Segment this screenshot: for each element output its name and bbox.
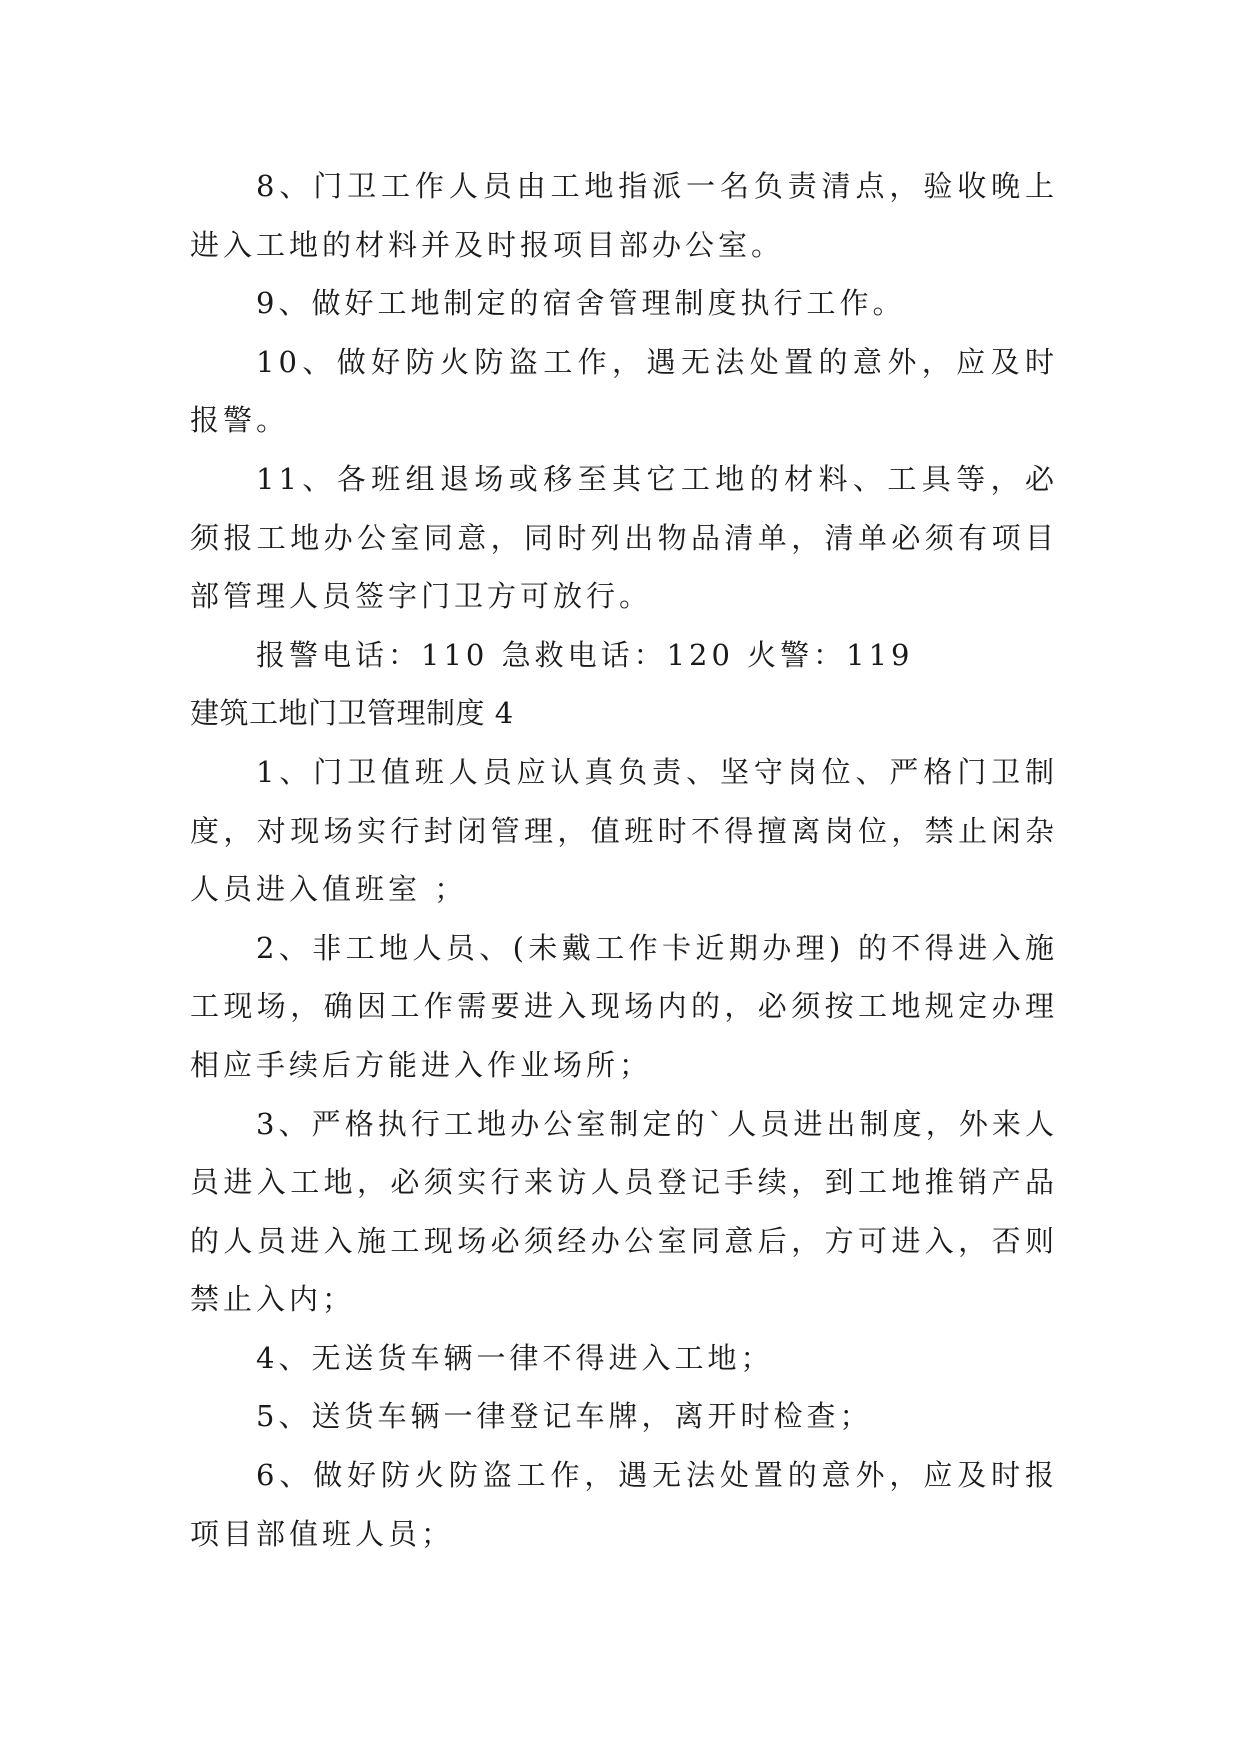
document-page xyxy=(190,157,1058,1563)
paragraph-item-11: 11、各班组退场或移至其它工地的材料、工具等，必须报工地办公室同意，同时列出物品清单，清单必须有项目部管理人员签字门卫方可放行。 xyxy=(190,461,1058,614)
section-title: 建筑工地门卫管理制度 4 xyxy=(190,696,514,731)
paragraph-item-8: 8、门卫工作人员由工地指派一名负责清点，验收晚上进入工地的材料并及时报项目部办公室。 xyxy=(190,169,1058,262)
rule-item-3: 3、严格执行工地办公室制定的`人员进出制度，外来人员进入工地，必须实行来访人员登记手续，到工地推销产品的人员进入施工现场必须经办公室同意后，方可进入，否则禁止入内； xyxy=(190,1106,1058,1317)
rule-item-4: 4、无送货车辆一律不得进入工地； xyxy=(256,1340,774,1375)
rule-item-2: 2、非工地人员、(未戴工作卡近期办理) 的不得进入施工现场，确因工作需要进入现场内的，必须按工地规定办理相应手续后方能进入作业场所； xyxy=(190,930,1058,1082)
paragraph-item-10: 10、做好防火防盗工作，遇无法处置的意外，应及时报警。 xyxy=(190,344,1058,438)
emergency-phone-numbers: 报警电话：110 急救电话：120 火警：119 xyxy=(256,637,914,672)
paragraph-item-9: 9、做好工地制定的宿舍管理制度执行工作。 xyxy=(256,286,906,321)
rule-item-5: 5、送货车辆一律登记车牌，离开时检查； xyxy=(256,1399,873,1434)
rule-item-1: 1、门卫值班人员应认真负责、坚守岗位、严格门卫制度，对现场实行封闭管理，值班时不得擅离岗位，禁止闲杂人员进入值班室 ； xyxy=(190,754,1058,907)
rule-item-6: 6、做好防火防盗工作，遇无法处置的意外，应及时报项目部值班人员； xyxy=(190,1458,1058,1551)
